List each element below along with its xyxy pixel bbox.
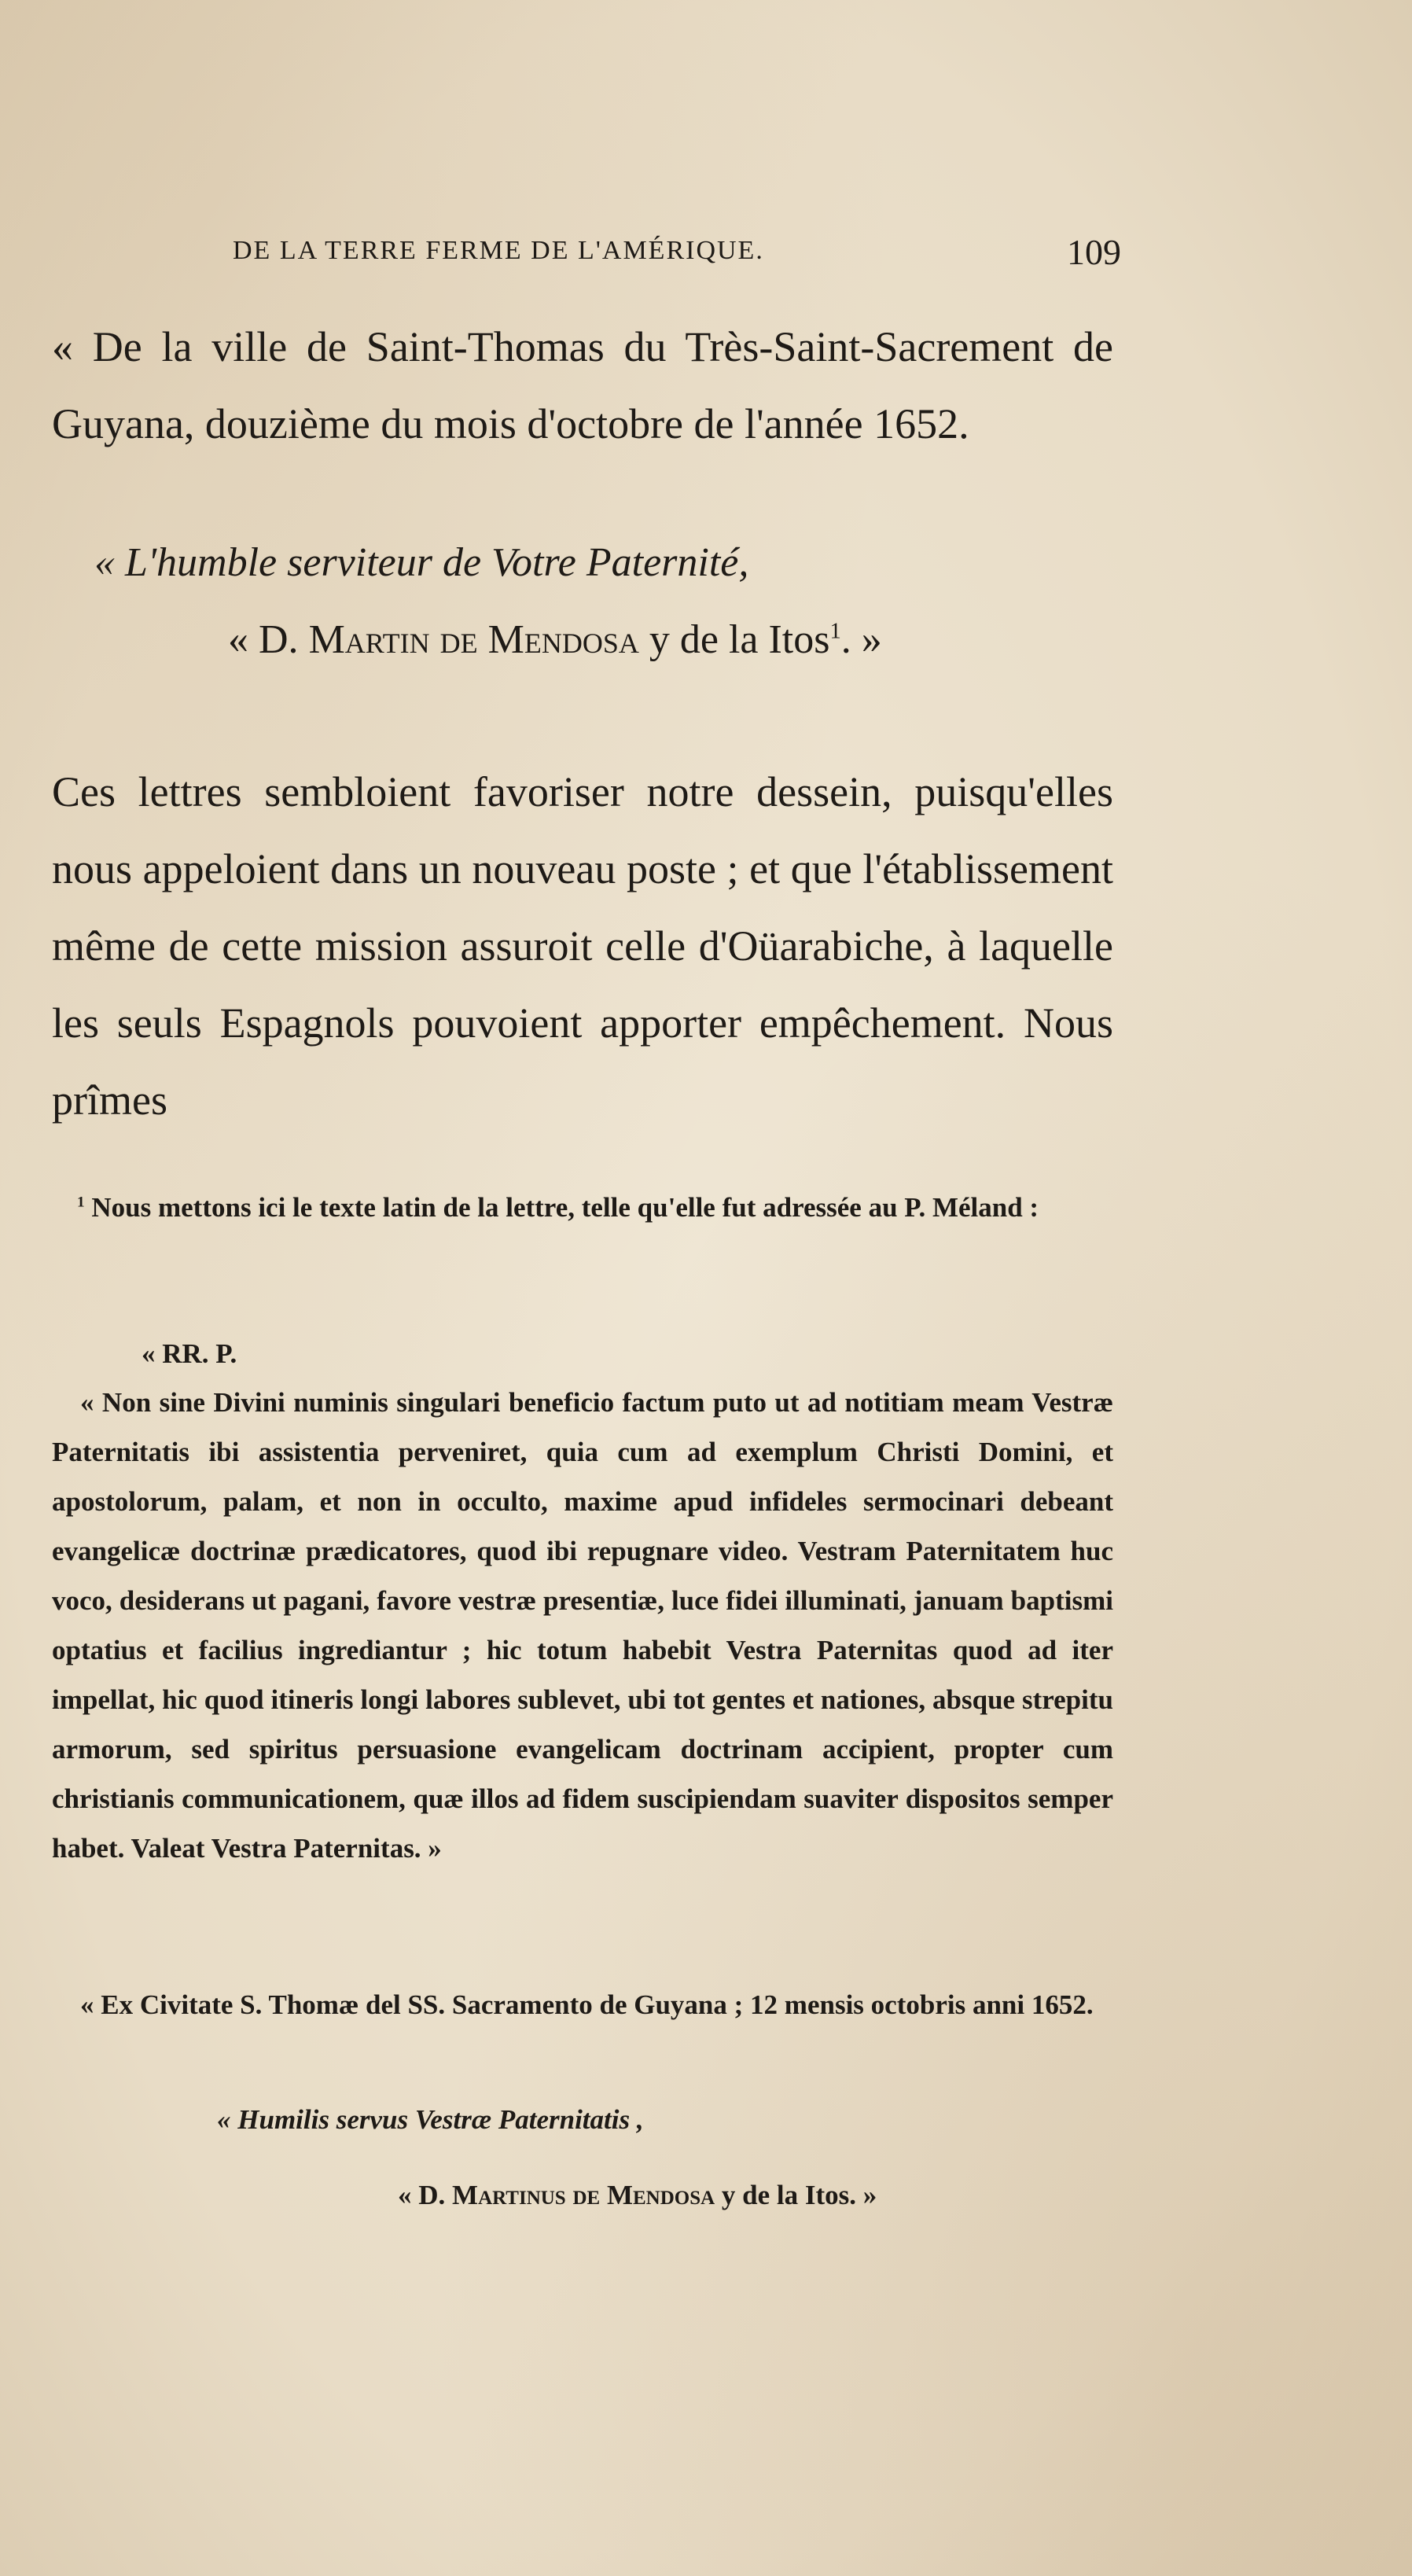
page-number: 109	[1067, 232, 1121, 272]
footnote-signature-name: Martinus de Mendosa	[452, 2180, 715, 2210]
signature-end: . »	[840, 617, 882, 662]
footnote-signature-salutation: « Humilis servus Vestræ Paternitatis ,	[217, 2104, 644, 2135]
signature-prefix: « D.	[228, 617, 309, 662]
letter-signature-name-line	[228, 616, 1093, 663]
footnote-latin-letter: « Non sine Divini numinis singulari beneficio factum puto ut ad notitiam meam Vestræ Paternitatis ibi assistentia perveniret, quia cum ad exemplum Christi Domini, et apostolorum, palam, et non in occulto, maxime apud infideles sermocinari debeant evangelicæ doctrinæ prædicatores, quod ibi repugnare video. Vestram Paternitatem huc voco, desiderans ut pagani, favore vestræ presentiæ, luce fidei illuminati, januam baptismi optatius et facilius ingrediantur ; hic totum habebit Vestra Paternitas quod ad iter impellat, hic quod itineris longi labores sublevet, ubi tot gentes et nationes, absque strepitu armorum, sed spiritus persuasione evangelicam doctrinam accipient, propter cum christianis communicationem, quæ illos ad fidem suscipiendam suaviter dispositos semper habet. Valeat Vestra Paternitas. »	[52, 1387, 1113, 1864]
letter-signature-salutation: « L'humble serviteur de Votre Paternité,	[94, 540, 749, 585]
letter-date-line: « De la ville de Saint-Thomas du Très-Saint-Sacrement de Guyana, douzième du mois d'octobre de l'année 1652.	[52, 323, 1113, 447]
body-paragraph: Ces lettres sembloient favoriser notre dessein, puisqu'elles nous appeloient dans un nouveau poste ; et que l'établissement même de cette mission assuroit celle d'Oüarabiche, à laquelle les seuls Espagnols pouvoient apporter empêchement. Nous prîmes	[52, 768, 1113, 1124]
footnote-reference: 1	[829, 619, 841, 644]
footnote-marker: 1	[77, 1194, 85, 1211]
footnote-salutation: « RR. P.	[142, 1338, 237, 1369]
running-head: DE LA TERRE FERME DE L'AMÉRIQUE.	[233, 236, 764, 265]
footnote-intro	[52, 1183, 1113, 1232]
footnote-signature-suffix: y de la Itos. »	[715, 2180, 877, 2210]
footnote-date-line: « Ex Civitate S. Thomæ del SS. Sacramento de Guyana ; 12 mensis octobris anni 1652.	[80, 1989, 1094, 2020]
footnote-signature-name-line	[398, 2170, 1121, 2220]
signature-name: Martin de Mendosa	[308, 617, 639, 662]
signature-suffix: y de la Itos	[638, 617, 830, 662]
footnote-intro-text: Nous mettons ici le texte latin de la lettre, telle qu'elle fut adressée au P. Méland :	[84, 1192, 1039, 1223]
footnote-signature-prefix: « D.	[398, 2180, 453, 2210]
